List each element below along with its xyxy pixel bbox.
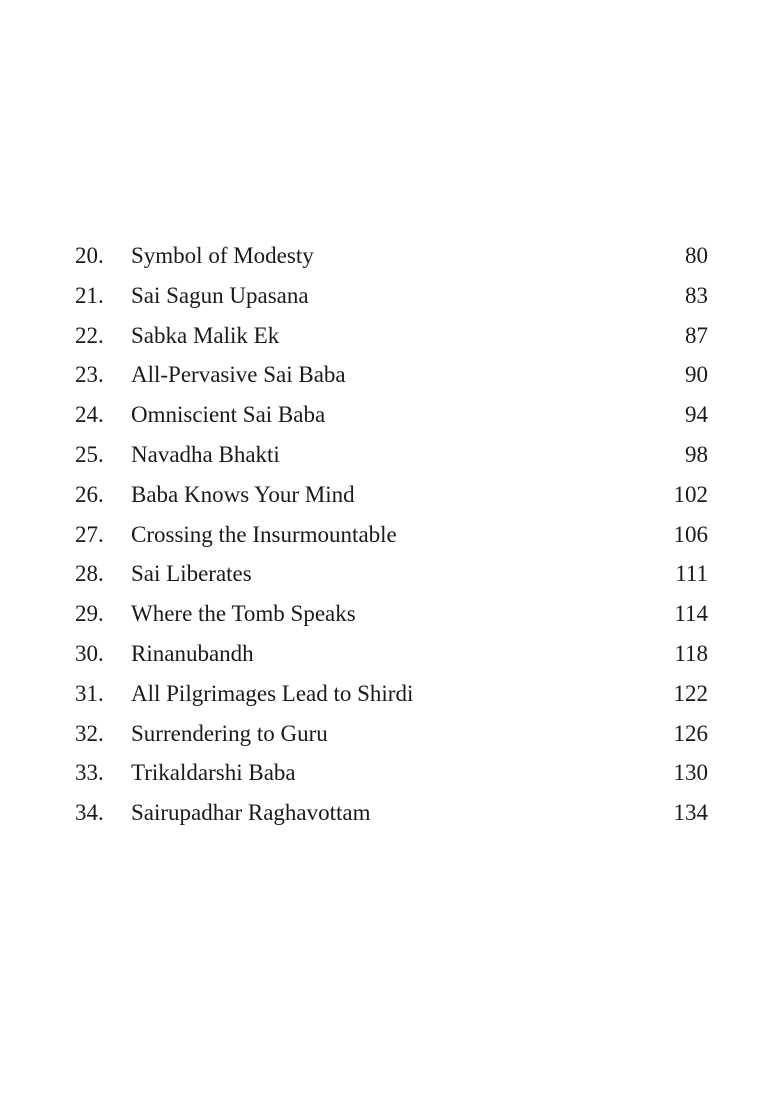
chapter-title: Sabka Malik Ek xyxy=(131,322,280,348)
chapter-title: Navadha Bhakti xyxy=(131,441,280,467)
toc-entry[interactable] xyxy=(75,475,708,515)
page-number: 111 xyxy=(675,561,708,587)
toc-entry[interactable] xyxy=(75,753,708,793)
toc-entry[interactable] xyxy=(75,355,708,395)
chapter-title: Omniscient Sai Baba xyxy=(131,402,326,428)
chapter-number: 23. xyxy=(75,362,104,388)
page-number: 114 xyxy=(674,601,708,627)
chapter-number: 30. xyxy=(75,640,104,666)
chapter-number: 22. xyxy=(75,322,104,348)
toc-entry[interactable] xyxy=(75,276,708,316)
toc-entry[interactable] xyxy=(75,236,708,276)
chapter-number: 20. xyxy=(75,243,104,268)
chapter-title: Where the Tomb Speaks xyxy=(131,601,356,627)
chapter-number: 29. xyxy=(75,601,104,627)
page-number: 102 xyxy=(673,481,708,507)
chapter-number: 24. xyxy=(75,402,104,428)
chapter-title: All-Pervasive Sai Baba xyxy=(131,362,346,388)
toc-entry[interactable] xyxy=(75,634,708,674)
chapter-number: 21. xyxy=(75,282,104,308)
chapter-title: Symbol of Modesty xyxy=(131,243,314,268)
chapter-number: 31. xyxy=(75,680,104,706)
chapter-number: 26. xyxy=(75,481,104,507)
chapter-number: 28. xyxy=(75,561,104,587)
page-number: 80 xyxy=(685,243,708,268)
page-number: 98 xyxy=(685,441,708,467)
chapter-title: Baba Knows Your Mind xyxy=(131,481,355,507)
page-number: 122 xyxy=(673,680,708,706)
chapter-number: 32. xyxy=(75,720,104,746)
chapter-title: Sai Sagun Upasana xyxy=(131,282,309,308)
chapter-number: 25. xyxy=(75,441,104,467)
page-number: 90 xyxy=(685,362,708,388)
chapter-number: 27. xyxy=(75,521,104,547)
toc-entry[interactable] xyxy=(75,395,708,435)
toc-entry[interactable] xyxy=(75,316,708,356)
toc-entry[interactable] xyxy=(75,554,708,594)
page-number: 130 xyxy=(673,760,708,786)
page-number: 118 xyxy=(674,640,708,666)
chapter-title: Crossing the Insurmountable xyxy=(131,521,397,547)
chapter-title: Rinanubandh xyxy=(131,640,254,666)
toc-entry[interactable] xyxy=(75,515,708,555)
chapter-number: 33. xyxy=(75,760,104,786)
chapter-title: Sai Liberates xyxy=(131,561,252,587)
toc-entry[interactable] xyxy=(75,714,708,754)
page-number: 134 xyxy=(673,800,708,826)
page-number: 83 xyxy=(685,282,708,308)
table-of-contents xyxy=(75,236,708,833)
chapter-title: Sairupadhar Raghavottam xyxy=(131,800,371,826)
chapter-number: 34. xyxy=(75,800,104,826)
page-number: 94 xyxy=(685,402,708,428)
page-number: 126 xyxy=(673,720,708,746)
page-number: 87 xyxy=(685,322,708,348)
toc-entry[interactable] xyxy=(75,674,708,714)
chapter-title: Surrendering to Guru xyxy=(131,720,328,746)
toc-entry[interactable] xyxy=(75,594,708,634)
toc-entry[interactable] xyxy=(75,793,708,833)
toc-entry[interactable] xyxy=(75,435,708,475)
chapter-title: All Pilgrimages Lead to Shirdi xyxy=(131,680,414,706)
page-number: 106 xyxy=(673,521,708,547)
chapter-title: Trikaldarshi Baba xyxy=(131,760,296,786)
